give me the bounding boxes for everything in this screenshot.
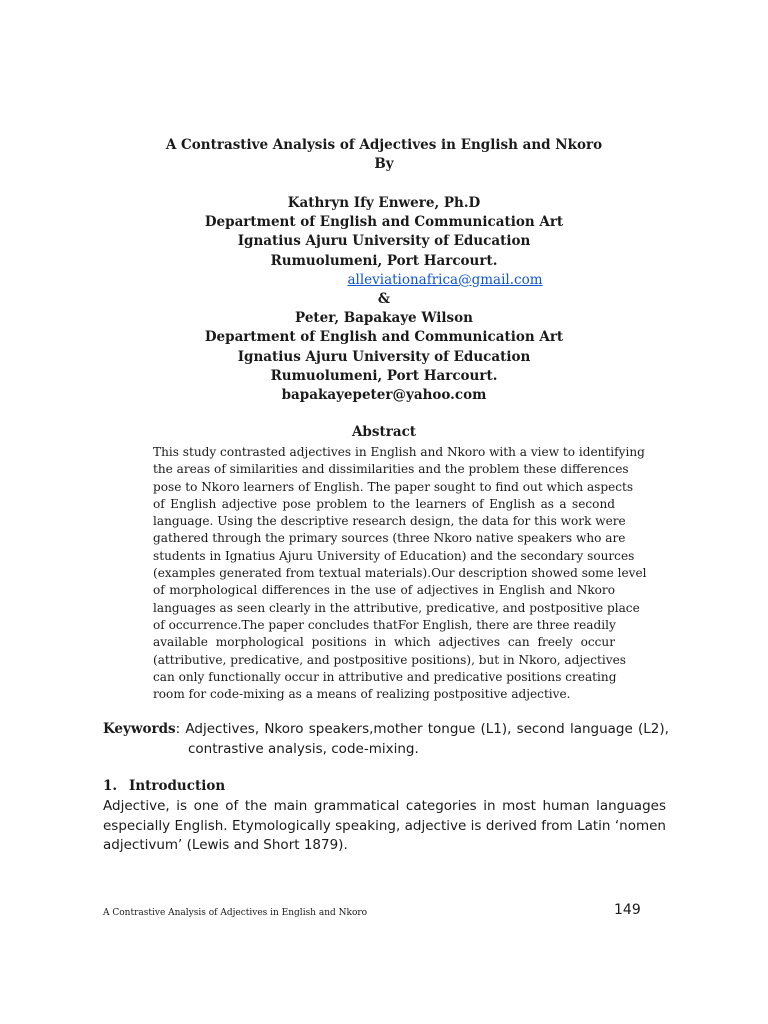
keyword-item: language	[569, 721, 633, 737]
abstract-line: of English adjective pose problem to the learners of English as a second	[153, 496, 615, 511]
author-2-university: Ignatius Ajuru University of Education	[237, 348, 531, 365]
keywords-line-1	[103, 720, 669, 740]
keywords-section	[103, 720, 669, 759]
keyword-item: Nkoro	[264, 721, 304, 737]
abstract-body	[153, 444, 647, 703]
author-2-email: bapakayepeter@yahoo.com	[281, 387, 487, 404]
keywords-colon: :	[175, 721, 181, 737]
authors-block	[0, 194, 768, 405]
keyword-item: tongue	[427, 721, 476, 737]
keyword-item: second	[516, 721, 565, 737]
keywords-line-2: contrastive analysis, code-mixing.	[188, 740, 419, 757]
page-number: 149	[614, 902, 641, 918]
title-block	[0, 136, 768, 174]
intro-line: Adjective, is one of the main grammatical categories in most human languages	[103, 798, 666, 814]
abstract-line: the areas of similarities and dissimilarities and the problem these differences	[153, 462, 629, 477]
author-1-name: Kathryn Ify Enwere, Ph.D	[287, 195, 481, 211]
introduction-heading	[103, 778, 225, 794]
abstract-line: gathered through the primary sources (three Nkoro native speakers who are	[153, 531, 626, 546]
author-1-department: Department of English and Communication Art	[204, 214, 564, 231]
intro-line: especially English. Etymologically speaking, adjective is derived from Latin ‘nomen	[103, 817, 666, 834]
section-number: 1.	[103, 778, 118, 794]
abstract-line: This study contrasted adjectives in English and Nkoro with a view to identifying	[153, 445, 645, 459]
abstract-line: (examples generated from textual materials).Our description showed some level	[153, 566, 647, 581]
author-2-name: Peter, Bapakaye Wilson	[295, 310, 473, 327]
abstract-line: students in Ignatius Ajuru University of Education) and the secondary sources	[153, 548, 635, 563]
abstract-line: (attributive, predicative, and postpositive positions), but in Nkoro, adjectives	[153, 652, 626, 667]
abstract-line: can only functionally occur in attributive and predicative positions creating	[153, 669, 617, 684]
keyword-item: speakers,mother	[308, 721, 423, 737]
abstract-line: available morphological positions in which adjectives can freely occur	[153, 635, 615, 650]
abstract-heading: Abstract	[351, 424, 417, 440]
author-1-email-link[interactable]: alleviationafrica@gmail.com	[347, 271, 543, 288]
keyword-item: (L2),	[637, 721, 669, 737]
abstract-line: room for code-mixing as a means of realizing postpositive adjective.	[153, 687, 571, 702]
intro-line: adjectivum’ (Lewis and Short 1879).	[103, 837, 348, 854]
keyword-item: Adjectives,	[185, 721, 260, 737]
author-2-location: Rumuolumeni, Port Harcourt.	[270, 367, 498, 384]
by-line: By	[374, 156, 394, 173]
section-title: Introduction	[129, 778, 226, 794]
author-2-department: Department of English and Communication Art	[204, 329, 564, 346]
ampersand: &	[377, 291, 391, 308]
abstract-line: languages as seen clearly in the attributive, predicative, and postpositive place	[153, 600, 640, 615]
paper-title: A Contrastive Analysis of Adjectives in English and Nkoro	[165, 137, 603, 153]
introduction-body	[103, 797, 666, 856]
keyword-item: (L1),	[480, 721, 512, 737]
footer-running-title: A Contrastive Analysis of Adjectives in English and Nkoro	[103, 908, 368, 918]
author-1-email-row	[0, 271, 768, 290]
abstract-line: language. Using the descriptive research design, the data for this work were	[153, 514, 626, 529]
abstract-line: of occurrence.The paper concludes thatFor English, there are three readily	[153, 617, 616, 632]
abstract-line: of morphological differences in the use of adjectives in English and Nkoro	[153, 583, 615, 598]
author-1-location: Rumuolumeni, Port Harcourt.	[270, 252, 498, 269]
keywords-label: Keywords	[103, 721, 176, 737]
author-1-university: Ignatius Ajuru University of Education	[237, 233, 531, 250]
abstract-line: pose to Nkoro learners of English. The paper sought to find out which aspects	[153, 479, 634, 494]
keywords-label-group	[103, 720, 180, 740]
